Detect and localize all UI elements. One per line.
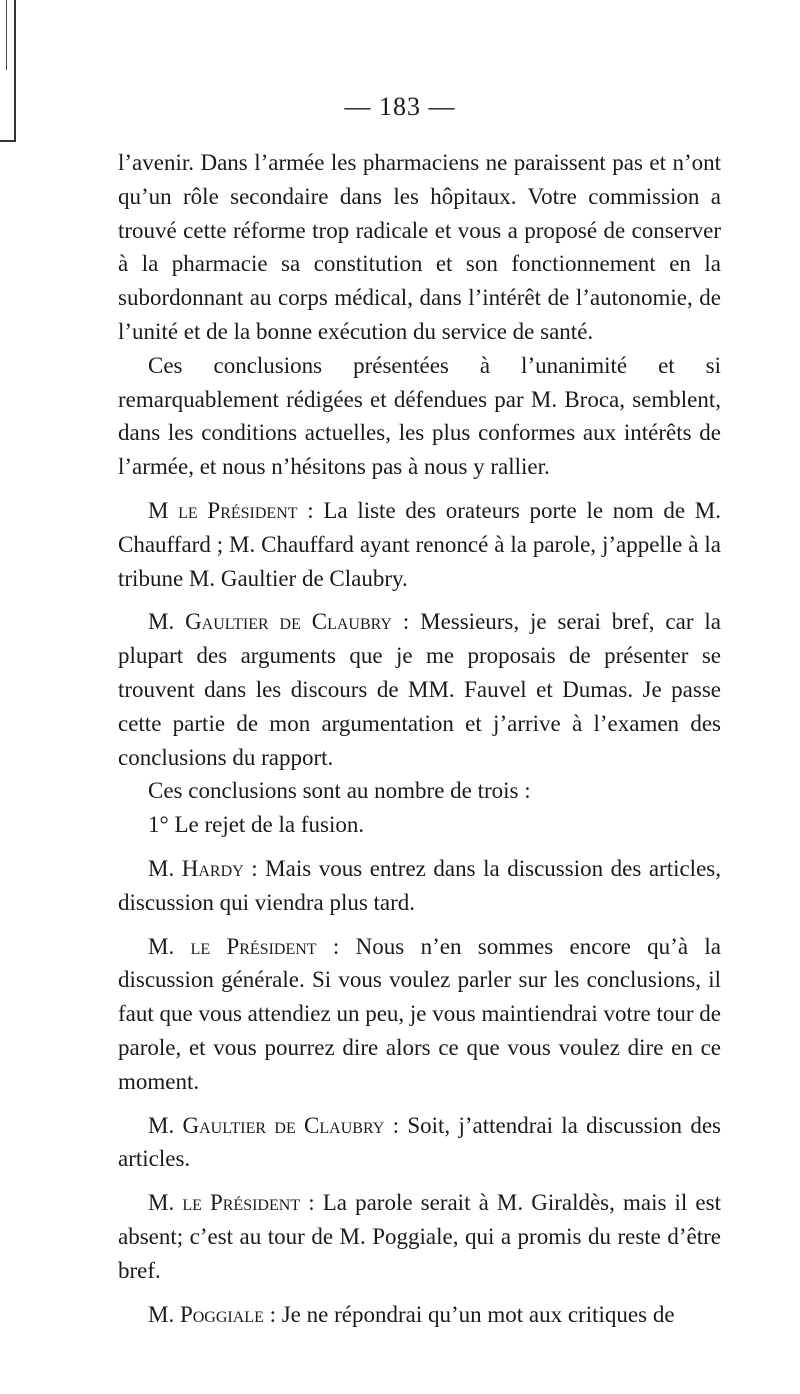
paragraph-7 xyxy=(118,852,721,920)
page-edge-line xyxy=(6,0,7,70)
paragraph-text: Ces conclusions sont au nombre de trois : xyxy=(148,778,531,804)
document-body xyxy=(118,146,721,1331)
paragraph-text: Ces conclusions présentées à l’unanimité et si remarquablement rédigées et défendues par M. Broca, semblent, dans les conditions actuelles, les plus conformes aux intérêts de l’armée, et nous n’hésitons pas à nous y rallier. xyxy=(118,352,721,480)
paragraph-5 xyxy=(118,774,721,808)
paragraph-6 xyxy=(118,808,721,842)
paragraph-text: : Je ne répondrai qu’un mot aux critiques de xyxy=(263,1301,675,1327)
paragraph-text: 1° Le rejet de la fusion. xyxy=(148,812,365,838)
paragraph-text: : Nous n’en sommes encore qu’à la discussion générale. Si vous voulez parler sur les conclusions, il faut que vous attendiez un peu, je vous maintiendrai votre tour de parole, et vous pourrez dire alors ce que vous voulez dire en ce moment. xyxy=(118,933,721,1094)
speaker-name: M. Gaultier de Claubry xyxy=(148,1112,385,1138)
paragraph-8 xyxy=(118,930,721,1099)
speaker-name: M. Poggiale xyxy=(148,1301,264,1327)
speaker-name: M. Hardy xyxy=(148,855,244,881)
speaker-name: M. le Président xyxy=(148,933,317,959)
paragraph-2 xyxy=(118,349,721,484)
paragraph-1 xyxy=(118,146,721,349)
paragraph-9 xyxy=(118,1109,721,1177)
page-number: — 183 — xyxy=(344,92,456,121)
paragraph-text: : Soit, j’attendrai la discussion des articles. xyxy=(118,1112,721,1172)
paragraph-10 xyxy=(118,1186,721,1287)
speaker-name: M le Président xyxy=(148,497,298,523)
paragraph-text: : Mais vous entrez dans la discussion des articles, discussion qui viendra plus tard. xyxy=(118,855,721,915)
paragraph-text: : Messieurs, je serai bref, car la plupart des arguments que je me proposais de présenter se trouvent dans les discours de MM. Fauvel et Dumas. Je passe cette partie de mon argumentation et j’arrive à l’examen des conclusions du rapport. xyxy=(118,609,721,770)
paragraph-4 xyxy=(118,605,721,774)
paragraph-text: l’avenir. Dans l’armée les pharmaciens ne paraissent pas et n’ont qu’un rôle secondaire dans les hôpitaux. Votre commission a trouvé cette réforme trop radicale et vous a proposé de conserver à la pharmacie sa constitution et son fonctionnement en la subordonnant au corps médical, dans l’intérêt de l’autonomie, de l’unité et de la bonne exécution du service de santé. xyxy=(118,150,721,344)
paragraph-3 xyxy=(118,494,721,595)
paragraph-text: : La liste des orateurs porte le nom de M. Chauffard ; M. Chauffard ayant renoncé à la parole, j’appelle à la tribune M. Gaultier de Claubry. xyxy=(118,497,721,591)
speaker-name: M. Gaultier de Claubry xyxy=(148,609,392,635)
paragraph-text: : La parole serait à M. Giraldès, mais il est absent; c’est au tour de M. Poggiale, qui a promis du reste d’être bref. xyxy=(118,1190,721,1283)
speaker-name: M. le Président xyxy=(148,1190,301,1216)
paragraph-11 xyxy=(118,1298,721,1332)
